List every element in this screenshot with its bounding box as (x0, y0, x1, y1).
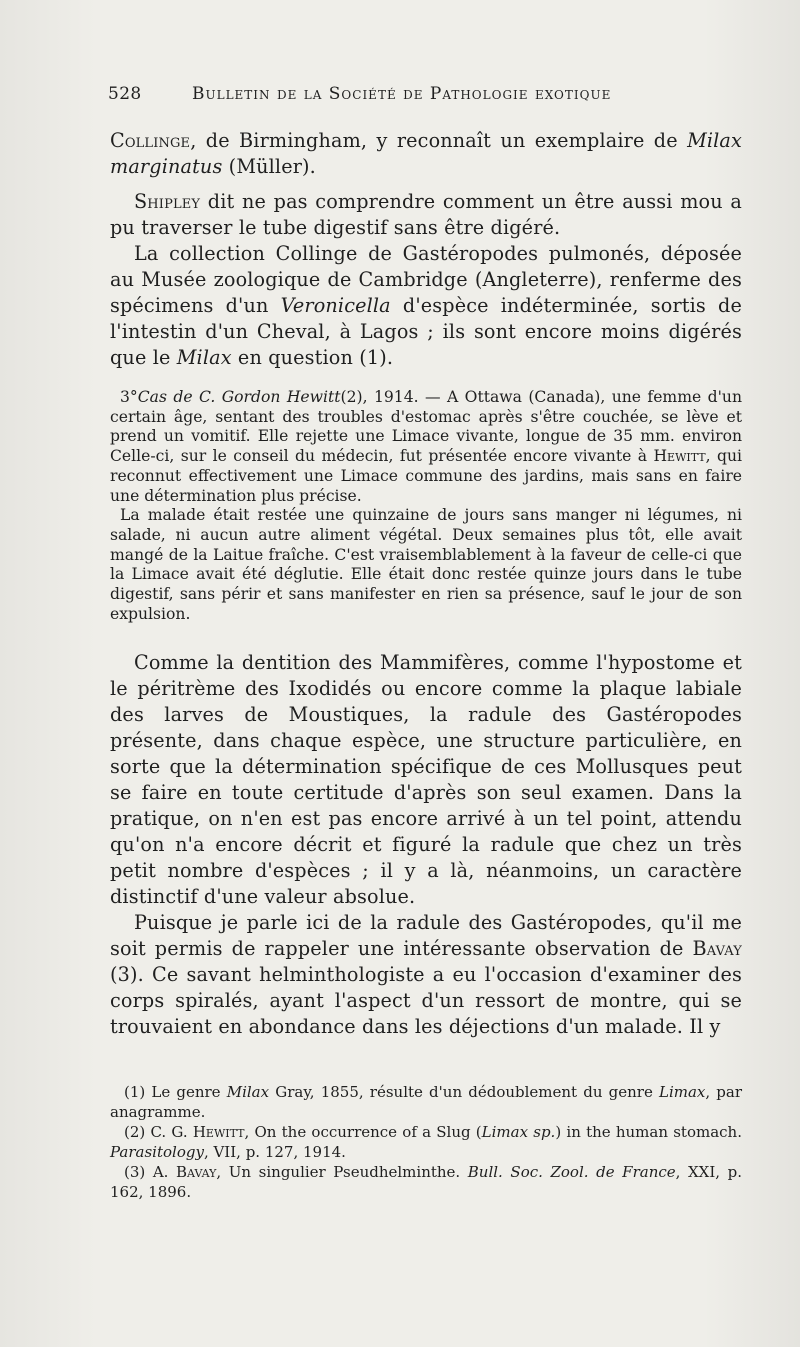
main-text-block (110, 650, 742, 1040)
running-header (108, 84, 728, 104)
footnotes (110, 1082, 742, 1202)
footnote-3: (3) A. Bavay, Un singulier Pseudhelminthe. Bull. Soc. Zool. de France, XXI, p. 162, 1896. (110, 1163, 742, 1201)
journal-title: Bulletin de la Société de Pathologie exotique (192, 84, 612, 104)
page-number: 528 (108, 84, 142, 104)
paragraph-radule: Comme la dentition des Mammifères, comme l'hypostome et le péritrème des Ixodidés ou encore comme la plaque labiale des larves de Moustiques, la radule des Gastéropodes présente, dans chaque espèce, une structure particulière, en sorte que la détermination spécifique de ces Mollusques peut se faire en toute certitude d'après son seul examen. Dans la pratique, on n'en est pas encore arrivé à un tel point, attendu qu'on n'a encore décrit et figuré la radule que chez un très petit nombre d'espèces ; il y a là, néanmoins, un caractère distinctif d'une valeur absolue. (110, 651, 742, 908)
paragraph-case-continued: La malade était restée une quinzaine de jours sans manger ni légumes, ni salade, ni aucun autre aliment végétal. Deux semaines plus tôt, elle avait mangé de la Laitue fraîche. C'est vraisemblablement à la faveur de celle-ci que la Limace avait été déglutie. Elle était donc restée quinze jours dans le tube digestif, sans périr et sans manifester en rien sa présence, sauf le jour de son expulsion. (110, 506, 742, 623)
top-text-block (110, 128, 742, 371)
paragraph-collinge: Collinge, de Birmingham, y reconnaît un exemplaire de Milax marginatus (Müller). (110, 129, 742, 178)
footnote-1: (1) Le genre Milax Gray, 1855, résulte d'un dédoublement du genre Limax, par anagramme. (110, 1083, 743, 1121)
footnote-2: (2) C. G. Hewitt, On the occurrence of a Slug (Limax sp.) in the human stomach. Parasitology, VII, p. 127, 1914. (110, 1123, 742, 1161)
paragraph-collection: La collection Collinge de Gastéropodes pulmonés, déposée au Musée zoologique de Cambridge (Angleterre), renferme des spécimens d'un Veronicella d'espèce indéterminée, sortis de l'intestin d'un Cheval, à Lagos ; ils sont encore moins digérés que le Milax en question (1). (110, 242, 742, 369)
paragraph-bavay: Puisque je parle ici de la radule des Gastéropodes, qu'il me soit permis de rappeler une intéressante observation de Bavay (3). Ce savant helminthologiste a eu l'occasion d'examiner des corps spiralés, ayant l'aspect d'un ressort de montre, qui se trouvaient en abondance dans les déjections d'un malade. Il y (110, 911, 742, 1038)
paragraph-case-hewitt: 3°Cas de C. Gordon Hewitt(2), 1914. — A Ottawa (Canada), une femme d'un certain âge, sentant des troubles d'estomac après s'être couchée, se lève et prend un vomitif. Elle rejette une Limace vivante, longue de 35 mm. environ Celle-ci, sur le conseil du médecin, fut présentée encore vivante à Hewitt, qui reconnut effectivement une Limace commune des jardins, mais sans en faire une détermination plus précise. (110, 388, 742, 505)
paragraph-shipley: Shipley dit ne pas comprendre comment un être aussi mou a pu traverser le tube digestif sans être digéré. (110, 190, 742, 239)
case-text-block (110, 388, 742, 624)
